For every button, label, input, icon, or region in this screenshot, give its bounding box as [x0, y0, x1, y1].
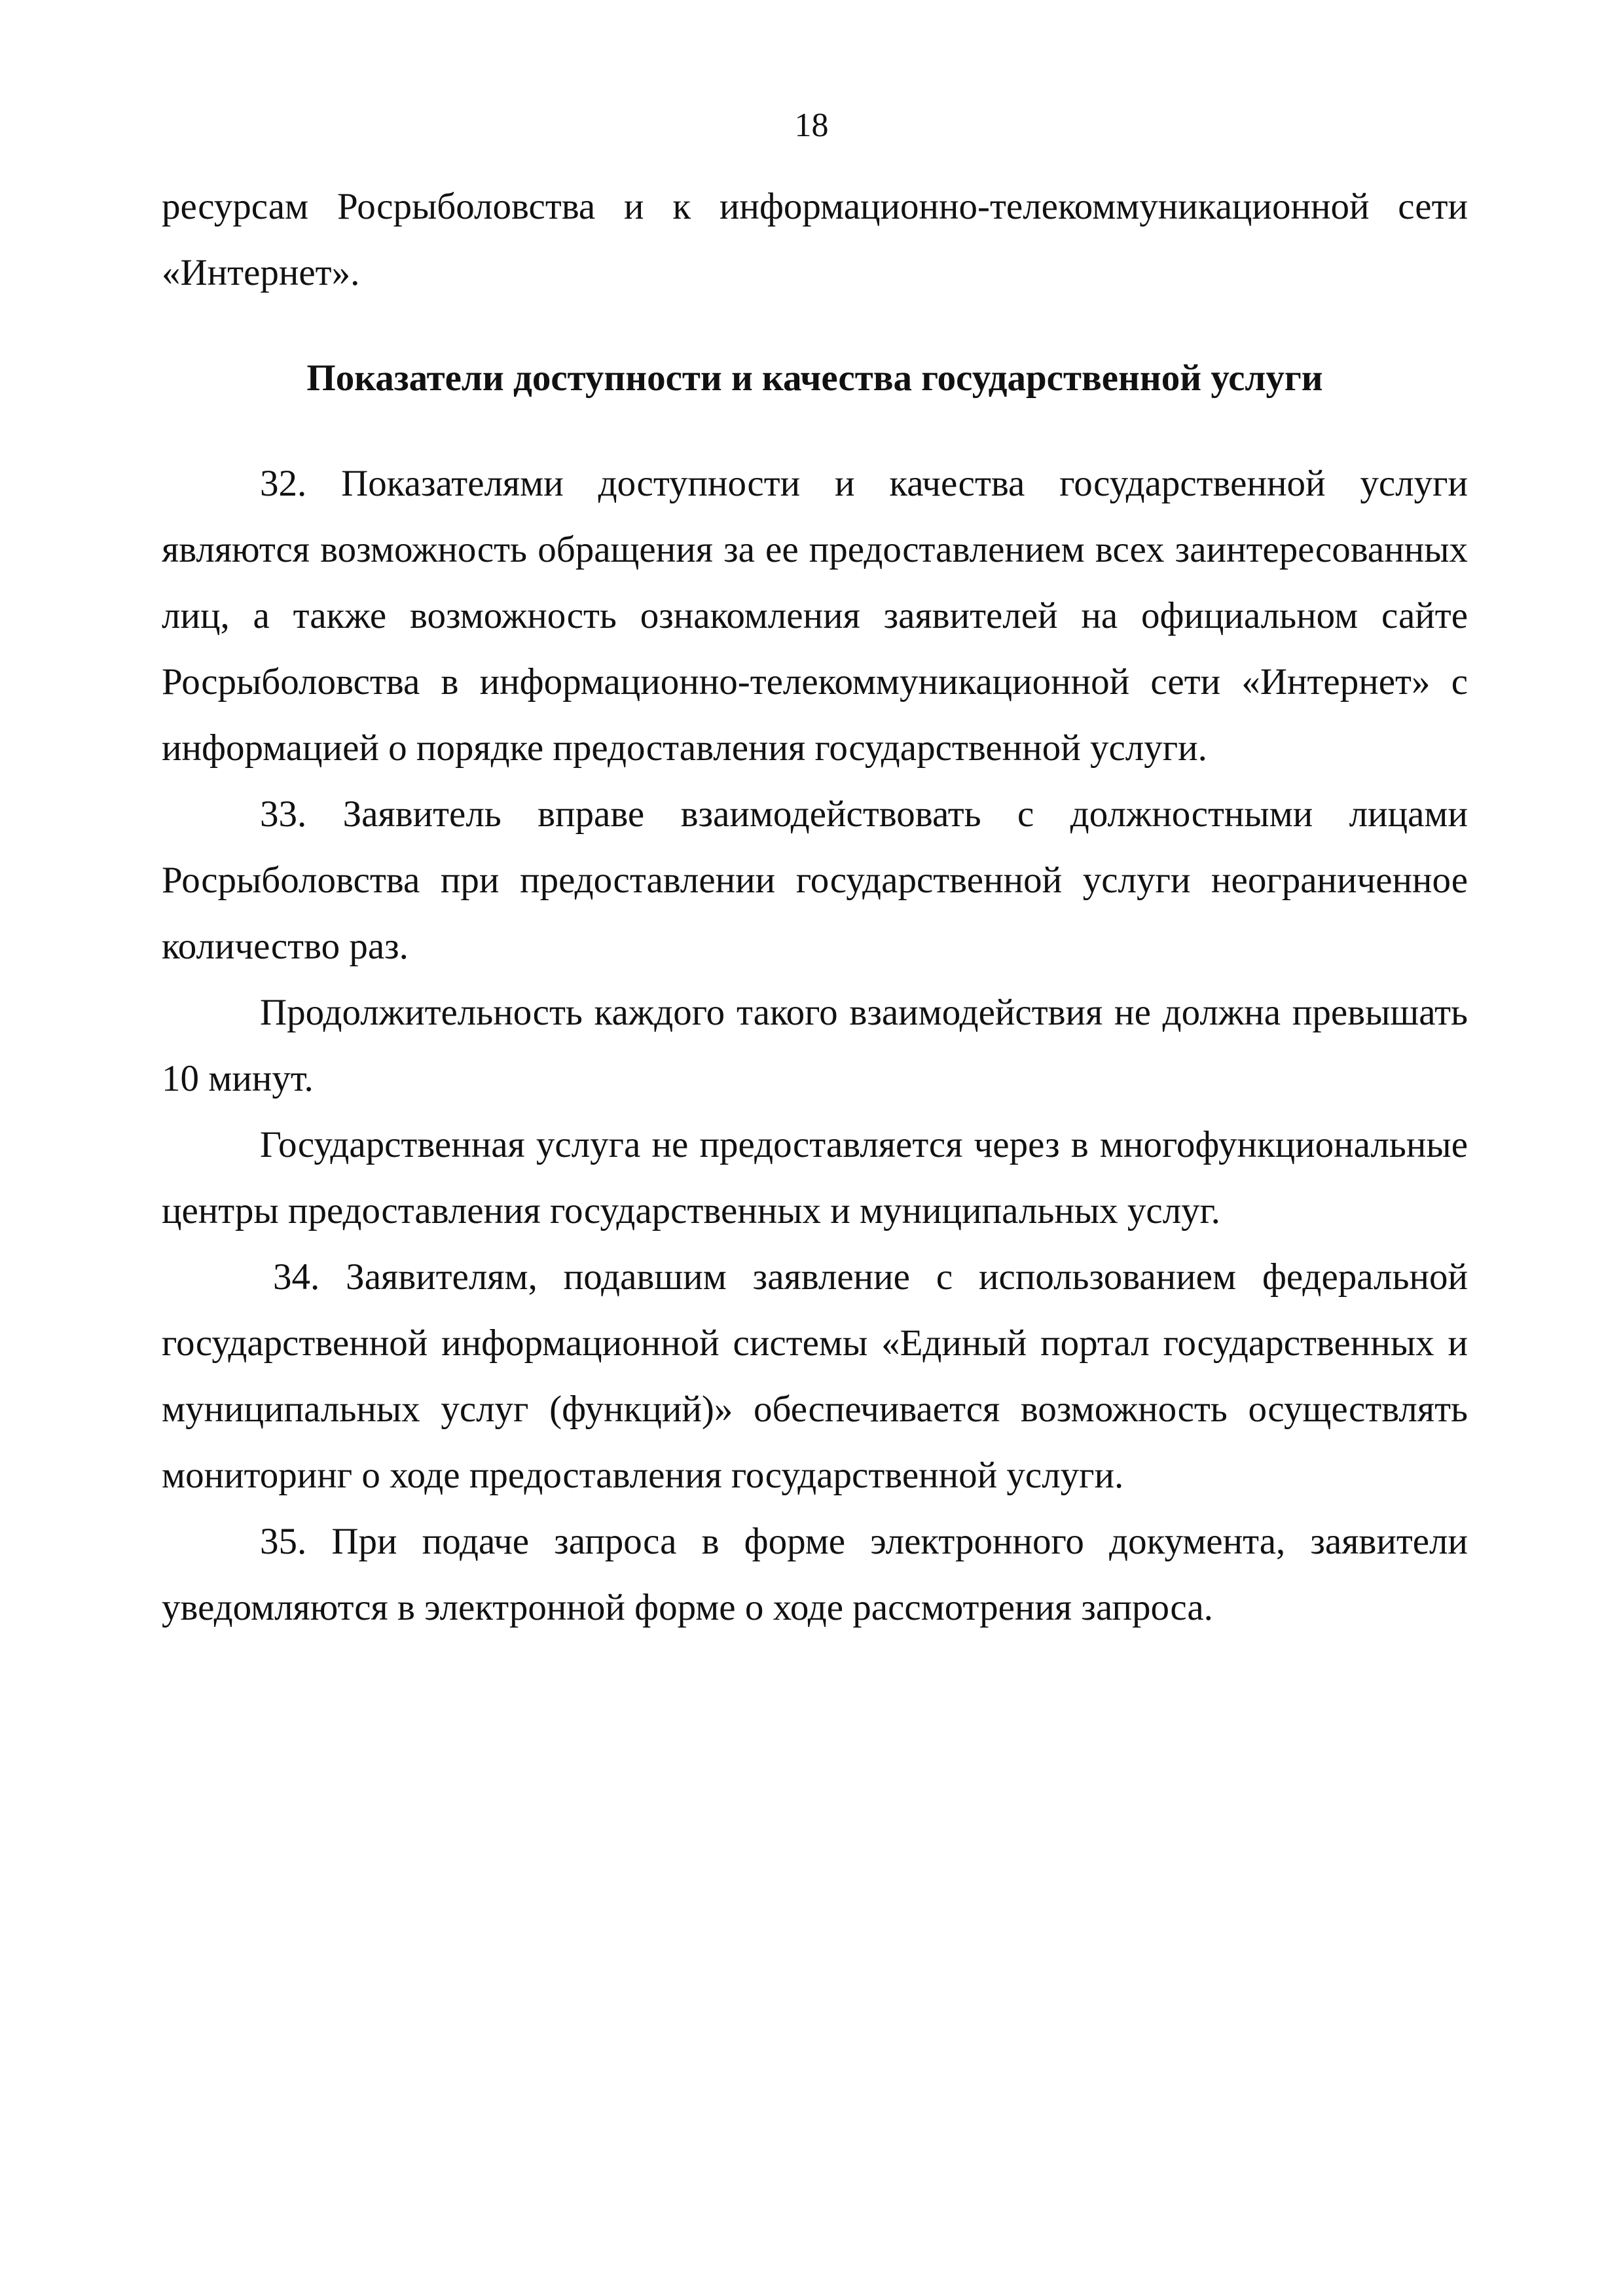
section-heading: Показатели доступности и качества государственной услуги: [306, 357, 1323, 399]
page-number: 18: [794, 107, 829, 144]
paragraph-34: 34. Заявителям, подавшим заявление с использованием федеральной государственной информационной системы «Единый портал государственных и муниципальных услуг (функций)» обеспечивается возможность осуществлять мониторинг о ходе предоставления государственной услуги.: [162, 1256, 1468, 1496]
paragraph-33-duration: Продолжительность каждого такого взаимодействия не должна превышать 10 минут.: [162, 992, 1468, 1099]
paragraph-35: 35. При подаче запроса в форме электронного документа, заявители уведомляются в электронной форме о ходе рассмотрения запроса.: [162, 1521, 1468, 1628]
paragraph-33: 33. Заявитель вправе взаимодействовать с должностными лицами Росрыболовства при предоставлении государственной услуги неограниченное количество раз.: [162, 793, 1468, 967]
paragraph-32: 32. Показателями доступности и качества государственной услуги являются возможность обращения за ее предоставлением всех заинтересованных лиц, а также возможность ознакомления заявителей на официальном сайте Росрыболовства в информационно-телекоммуникационной сети «Интернет» с информацией о порядке предоставления государственной услуги.: [162, 463, 1468, 769]
paragraph-33-mfc: Государственная услуга не предоставляется через в многофункциональные центры предоставления государственных и муниципальных услуг.: [162, 1124, 1468, 1231]
continuation-paragraph: ресурсам Росрыболовства и к информационно-телекоммуникационной сети «Интернет».: [162, 186, 1468, 293]
document-body: [162, 173, 1468, 1641]
